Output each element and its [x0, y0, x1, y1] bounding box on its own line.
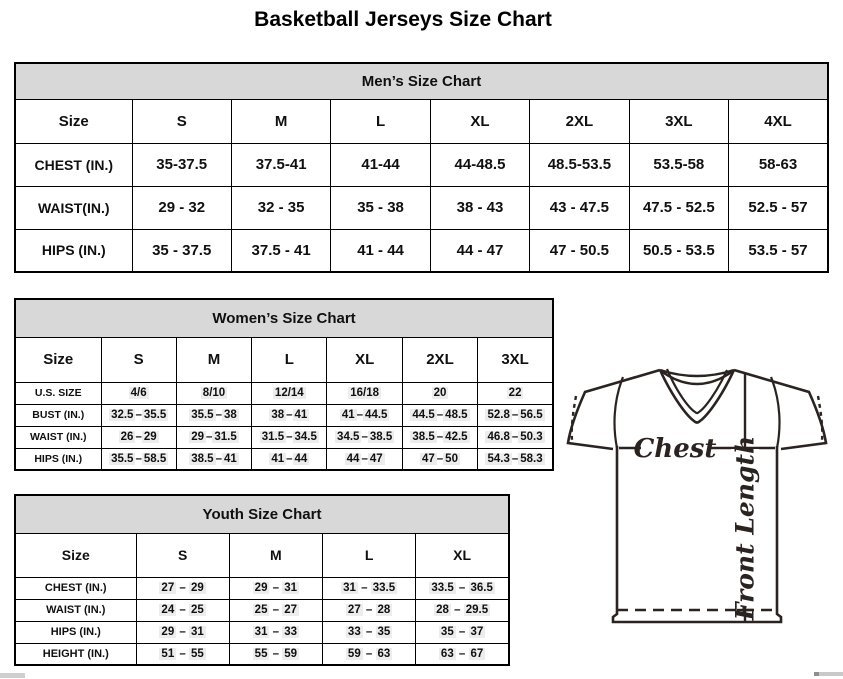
- column-header: S: [101, 337, 176, 382]
- column-header: L: [323, 533, 416, 577]
- table-row: [15, 404, 553, 426]
- column-header: M: [231, 99, 330, 143]
- column-header: XL: [416, 533, 509, 577]
- table-row: [15, 143, 828, 186]
- table-cell: 38 - 43: [430, 186, 529, 229]
- row-label: CHEST (IN.): [15, 143, 132, 186]
- row-label: U.S. SIZE: [15, 382, 101, 404]
- jersey-collar-top-arc: [660, 370, 734, 376]
- table-cell: 35.5 – 38: [176, 404, 251, 426]
- table-title: Youth Size Chart: [15, 495, 509, 533]
- table-cell: 20: [402, 382, 477, 404]
- table-cell: 33.5 – 36.5: [416, 577, 509, 599]
- table-cell: 52.8 – 56.5: [478, 404, 553, 426]
- table-cell: 33 – 35: [323, 621, 416, 643]
- womens-size-table: [14, 298, 554, 471]
- table-cell: 31.5 – 34.5: [252, 426, 327, 448]
- table-cell: 53.5 - 57: [729, 229, 828, 272]
- table-cell: 52.5 - 57: [729, 186, 828, 229]
- table-cell: 31 – 33.5: [323, 577, 416, 599]
- table-cell: 58-63: [729, 143, 828, 186]
- column-header: S: [132, 99, 231, 143]
- table-cell: 35 – 37: [416, 621, 509, 643]
- table-cell: 29 – 31: [229, 577, 322, 599]
- table-cell: 27 – 28: [323, 599, 416, 621]
- front-length-label: Front Length: [730, 435, 760, 621]
- table-row: [15, 577, 509, 599]
- table-cell: 48.5-53.5: [530, 143, 629, 186]
- column-header: Size: [15, 99, 132, 143]
- table-cell: 37.5 - 41: [231, 229, 330, 272]
- table-cell: 22: [478, 382, 553, 404]
- column-header: M: [176, 337, 251, 382]
- column-header: L: [331, 99, 430, 143]
- table-cell: 43 - 47.5: [530, 186, 629, 229]
- table-cell: 29 – 31: [136, 621, 229, 643]
- table-cell: 32 - 35: [231, 186, 330, 229]
- table-cell: 38.5 – 42.5: [402, 426, 477, 448]
- table-cell: 26 – 29: [101, 426, 176, 448]
- table-cell: 54.3 – 58.3: [478, 448, 553, 470]
- row-label: WAIST(IN.): [15, 186, 132, 229]
- table-cell: 47 – 50: [402, 448, 477, 470]
- table-cell: 44 - 47: [430, 229, 529, 272]
- row-label: HIPS (IN.): [15, 621, 136, 643]
- table-cell: 41 – 44.5: [327, 404, 402, 426]
- column-header: 3XL: [478, 337, 553, 382]
- row-label: WAIST (IN.): [15, 599, 136, 621]
- size-table: [14, 62, 829, 273]
- youth-size-table: [14, 494, 510, 666]
- table-cell: 16/18: [327, 382, 402, 404]
- table-cell: 28 – 29.5: [416, 599, 509, 621]
- row-label: HIPS (IN.): [15, 448, 101, 470]
- mens-size-table: [14, 62, 829, 273]
- table-cell: 35.5 – 58.5: [101, 448, 176, 470]
- scrollbar-artifact-right: [814, 672, 843, 676]
- table-title: Women’s Size Chart: [15, 299, 553, 337]
- table-cell: 44.5 – 48.5: [402, 404, 477, 426]
- jersey-right-armhole-seam: [771, 377, 779, 448]
- row-label: HIPS (IN.): [15, 229, 132, 272]
- jersey-measurement-diagram: [555, 360, 843, 640]
- chest-label: Chest: [633, 434, 717, 464]
- table-row: [15, 229, 828, 272]
- table-cell: 34.5 – 38.5: [327, 426, 402, 448]
- size-table: [14, 494, 510, 666]
- column-header: 2XL: [530, 99, 629, 143]
- scrollbar-artifact-left: [0, 673, 25, 678]
- table-cell: 27 – 29: [136, 577, 229, 599]
- table-cell: 47.5 - 52.5: [629, 186, 728, 229]
- table-cell: 41-44: [331, 143, 430, 186]
- column-header: XL: [430, 99, 529, 143]
- table-cell: 32.5 – 35.5: [101, 404, 176, 426]
- column-header: M: [229, 533, 322, 577]
- table-row: [15, 621, 509, 643]
- table-cell: 44 – 47: [327, 448, 402, 470]
- row-label: BUST (IN.): [15, 404, 101, 426]
- table-cell: 24 – 25: [136, 599, 229, 621]
- table-row: [15, 448, 553, 470]
- size-table: [14, 298, 554, 471]
- table-row: [15, 599, 509, 621]
- table-cell: 38.5 – 41: [176, 448, 251, 470]
- table-cell: 35 - 38: [331, 186, 430, 229]
- table-cell: 29 - 32: [132, 186, 231, 229]
- table-cell: 8/10: [176, 382, 251, 404]
- column-header: XL: [327, 337, 402, 382]
- row-label: WAIST (IN.): [15, 426, 101, 448]
- table-cell: 12/14: [252, 382, 327, 404]
- page-title: Basketball Jerseys Size Chart: [254, 8, 552, 31]
- table-cell: 38 – 41: [252, 404, 327, 426]
- table-row: [15, 643, 509, 665]
- table-cell: 35-37.5: [132, 143, 231, 186]
- table-cell: 44-48.5: [430, 143, 529, 186]
- table-cell: 31 – 33: [229, 621, 322, 643]
- jersey-left-armhole-seam: [615, 377, 623, 448]
- column-header: 3XL: [629, 99, 728, 143]
- table-cell: 41 – 44: [252, 448, 327, 470]
- row-label: HEIGHT (IN.): [15, 643, 136, 665]
- table-cell: 25 – 27: [229, 599, 322, 621]
- table-cell: 51 – 55: [136, 643, 229, 665]
- column-header: 4XL: [729, 99, 828, 143]
- table-cell: 37.5-41: [231, 143, 330, 186]
- table-cell: 59 – 63: [323, 643, 416, 665]
- column-header: Size: [15, 337, 101, 382]
- table-cell: 63 – 67: [416, 643, 509, 665]
- table-cell: 50.5 - 53.5: [629, 229, 728, 272]
- column-header: 2XL: [402, 337, 477, 382]
- table-row: [15, 426, 553, 448]
- column-header: S: [136, 533, 229, 577]
- table-row: [15, 382, 553, 404]
- column-header: Size: [15, 533, 136, 577]
- row-label: CHEST (IN.): [15, 577, 136, 599]
- table-cell: 55 – 59: [229, 643, 322, 665]
- table-cell: 29 – 31.5: [176, 426, 251, 448]
- table-cell: 4/6: [101, 382, 176, 404]
- table-cell: 47 - 50.5: [530, 229, 629, 272]
- scrollbar-artifact-tip: [814, 672, 819, 676]
- table-cell: 46.8 – 50.3: [478, 426, 553, 448]
- table-row: [15, 186, 828, 229]
- table-cell: 35 - 37.5: [132, 229, 231, 272]
- table-cell: 53.5-58: [629, 143, 728, 186]
- column-header: L: [252, 337, 327, 382]
- table-cell: 41 - 44: [331, 229, 430, 272]
- table-title: Men’s Size Chart: [15, 63, 828, 99]
